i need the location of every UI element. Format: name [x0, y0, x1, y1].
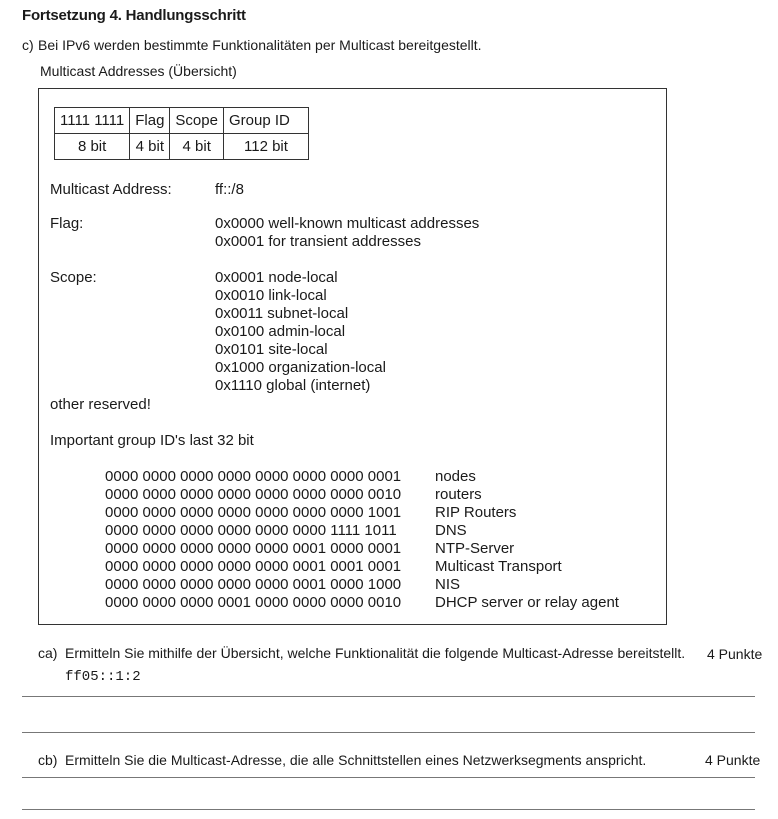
- format-size-scope: 4 bit: [170, 134, 224, 160]
- question-cb-text: Ermitteln Sie die Multicast-Adresse, die alle Schnittstellen eines Netzwerksegments anspricht.: [65, 752, 647, 768]
- group-id-row: [105, 576, 460, 594]
- group-id-bits: 0000 0000 0000 0000 0000 0000 1111 1011: [105, 522, 397, 539]
- format-header-prefix: 1111 1111: [55, 108, 130, 134]
- question-ca-text: Ermitteln Sie mithilfe der Übersicht, welche Funktionalität die folgende Multicast-Adresse bereitstellt.: [65, 645, 686, 661]
- flag-value: 0x0001 for transient addresses: [215, 233, 421, 250]
- format-size-prefix: 8 bit: [55, 134, 130, 160]
- format-size-flag: 4 bit: [130, 134, 170, 160]
- flag-value: 0x0000 well-known multicast addresses: [215, 215, 480, 232]
- answer-line[interactable]: [22, 696, 755, 697]
- group-id-name: NTP-Server: [435, 540, 515, 557]
- intro-line: [22, 37, 482, 53]
- format-header-row: [55, 108, 309, 134]
- answer-line[interactable]: [22, 732, 755, 733]
- address-format-table: [54, 107, 309, 160]
- group-id-row: [105, 540, 514, 558]
- flag-values: [215, 215, 479, 251]
- section-heading: Fortsetzung 4. Handlungsschritt: [22, 7, 246, 24]
- question-cb-label: cb): [38, 752, 58, 768]
- scope-label: Scope:: [50, 269, 97, 286]
- group-id-name: nodes: [435, 468, 476, 485]
- intro-label: c): [22, 37, 34, 53]
- scope-value: 0x0101 site-local: [215, 341, 328, 358]
- group-ids-title: Important group ID's last 32 bit: [50, 432, 254, 449]
- question-ca: [38, 645, 685, 661]
- intro-text: Bei IPv6 werden bestimmte Funktionalitäten per Multicast bereitgestellt.: [38, 37, 482, 53]
- other-reserved-note: other reserved!: [50, 396, 151, 413]
- group-id-bits: 0000 0000 0000 0000 0000 0001 0001 0001: [105, 558, 402, 575]
- scope-value: 0x0011 subnet-local: [215, 305, 349, 322]
- group-id-bits: 0000 0000 0000 0001 0000 0000 0000 0010: [105, 594, 402, 611]
- scope-values: [215, 269, 386, 395]
- group-id-name: Multicast Transport: [435, 558, 562, 575]
- group-id-bits: 0000 0000 0000 0000 0000 0000 0000 0001: [105, 468, 402, 485]
- group-id-name: RIP Routers: [435, 504, 517, 521]
- multicast-address-value: ff::/8: [215, 181, 244, 198]
- scope-value: 0x1000 organization-local: [215, 359, 386, 376]
- format-header-flag: Flag: [130, 108, 170, 134]
- scope-value: 0x0100 admin-local: [215, 323, 346, 340]
- group-id-row: [105, 558, 562, 576]
- question-cb: [38, 752, 646, 768]
- format-size-row: [55, 134, 309, 160]
- scope-value: 0x0010 link-local: [215, 287, 327, 304]
- format-header-group-id: Group ID: [223, 108, 308, 134]
- multicast-address-label: Multicast Address:: [50, 181, 172, 198]
- question-ca-address: ff05::1:2: [65, 669, 141, 685]
- format-header-scope: Scope: [170, 108, 224, 134]
- group-id-row: [105, 594, 619, 612]
- group-id-bits: 0000 0000 0000 0000 0000 0000 0000 0010: [105, 486, 402, 503]
- question-cb-points: 4 Punkte: [705, 752, 761, 768]
- answer-line[interactable]: [22, 809, 755, 810]
- group-id-bits: 0000 0000 0000 0000 0000 0001 0000 1000: [105, 576, 402, 593]
- answer-line[interactable]: [22, 777, 755, 778]
- group-id-name: NIS: [435, 576, 461, 593]
- scope-value: 0x1110 global (internet): [215, 377, 371, 394]
- question-ca-points: 4 Punkte: [707, 646, 763, 662]
- group-id-row: [105, 486, 482, 504]
- question-ca-label: ca): [38, 645, 58, 661]
- scope-value: 0x0001 node-local: [215, 269, 338, 286]
- group-id-name: DHCP server or relay agent: [435, 594, 619, 611]
- group-id-name: routers: [435, 486, 482, 503]
- flag-label: Flag:: [50, 215, 84, 232]
- format-size-group-id: 112 bit: [223, 134, 308, 160]
- group-id-bits: 0000 0000 0000 0000 0000 0001 0000 0001: [105, 540, 402, 557]
- group-id-row: [105, 522, 467, 540]
- group-id-bits: 0000 0000 0000 0000 0000 0000 0000 1001: [105, 504, 402, 521]
- overview-subtitle: Multicast Addresses (Übersicht): [40, 63, 237, 79]
- group-id-name: DNS: [435, 522, 467, 539]
- group-id-row: [105, 504, 516, 522]
- group-id-row: [105, 468, 476, 486]
